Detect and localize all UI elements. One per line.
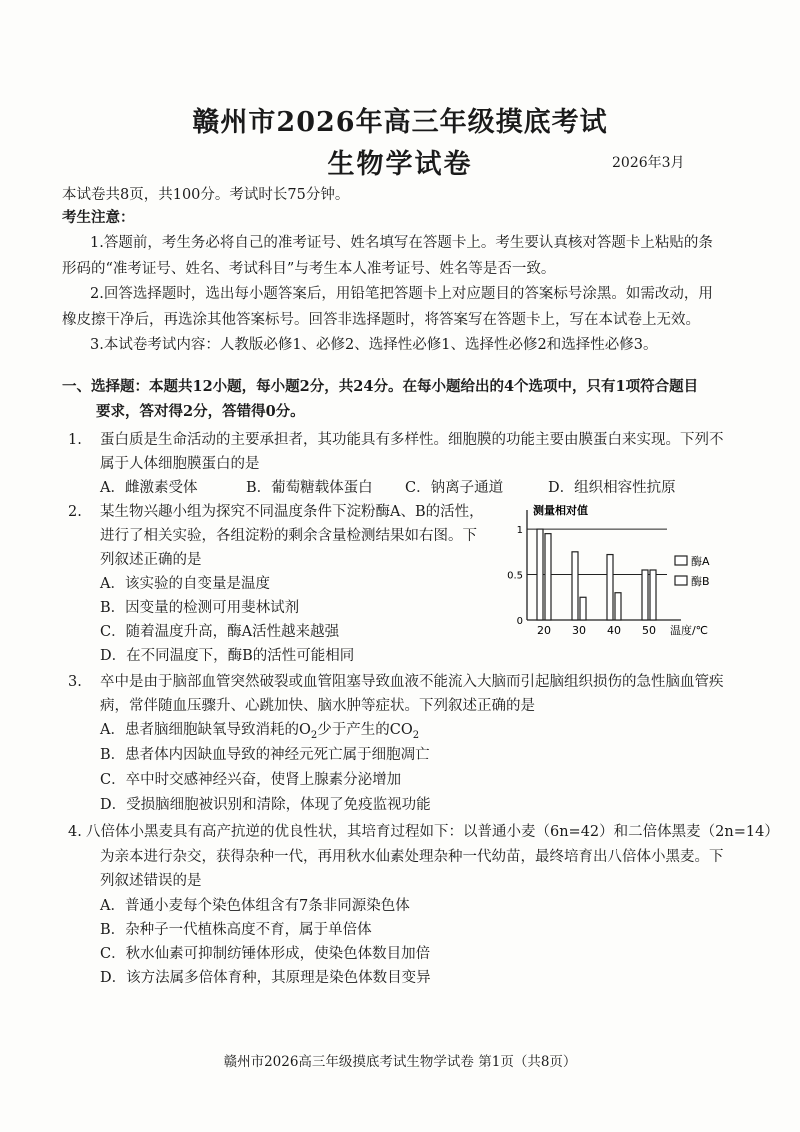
q1-stem-line-1: 蛋白质是生命活动的主要承担者，其功能具有多样性。细胞膜的功能主要由膜蛋白来实现。下列不: [100, 432, 724, 448]
q4-option-a: A．普通小麦每个染色体组含有7条非同源染色体: [100, 898, 410, 914]
q4-option-c: C．秋水仙素可抑制纺锤体形成，使染色体数目加倍: [100, 946, 431, 962]
enzyme-activity-chart: [505, 504, 735, 648]
legend-label: 酶B: [691, 575, 710, 588]
bar-酶B-40: [615, 593, 621, 620]
legend-label: 酶A: [691, 555, 710, 568]
q4-stem-line-1: 八倍体小黑麦具有高产抗逆的优良性状，其培育过程如下：以普通小麦（6n=42）和二倍体黑麦（2n=14）: [86, 824, 779, 840]
q4-option-b: B．杂种子一代植株高度不育，属于单倍体: [100, 922, 372, 938]
exam-date: 2026年3月: [612, 155, 685, 171]
q3-option-a-text-1: A．患者脑细胞缺氧导致消耗的O: [100, 722, 311, 738]
x-axis-label: 温度/℃: [669, 624, 709, 637]
notice-2-line-1: 2.回答选择题时，选出每小题答案后，用铅笔把答题卡上对应题目的答案标号涂黑。如需改动，用: [90, 286, 713, 302]
y-tick-label: 0: [516, 616, 523, 627]
q3-option-c: C．卒中时交感神经兴奋，使肾上腺素分泌增加: [100, 772, 402, 788]
q2-stem-line-2: 进行了相关实验，各组淀粉的剩余含量检测结果如右图。下: [100, 528, 477, 544]
x-tick-label: 50: [642, 624, 656, 637]
q4-number: 4.: [68, 824, 82, 840]
notice-3: 3.本试卷考试内容：人教版必修1、必修2、选择性必修1、选择性必修2和选择性必修3。: [90, 337, 658, 353]
exam-title: 赣州市2026年高三年级摸底考试: [192, 107, 608, 138]
bar-酶B-30: [580, 597, 586, 620]
q1-option-c: C．钠离子通道: [405, 480, 504, 496]
q3-option-a-sub-2: 2: [412, 729, 420, 741]
q3-option-a-sub-1: 2: [310, 729, 318, 741]
y-tick-label: 0.5: [507, 570, 523, 582]
bar-酶A-20: [537, 529, 543, 620]
q2-stem-line-1: 某生物兴趣小组为探究不同温度条件下淀粉酶A、B的活性，: [100, 504, 484, 520]
q4-stem-line-2: 为亲本进行杂交，获得杂种一代，再用秋水仙素处理杂种一代幼苗，最终培育出八倍体小黑麦。下: [100, 849, 724, 865]
q2-option-c: C．随着温度升高，酶A活性越来越强: [100, 624, 340, 640]
bar-酶A-50: [642, 570, 648, 620]
q4-option-d: D．该方法属多倍体育种，其原理是染色体数目变异: [100, 970, 431, 986]
legend-swatch-1: [675, 556, 687, 565]
exam-subtitle: 生物学试卷: [327, 149, 473, 180]
q3-option-b: B．患者体内因缺血导致的神经元死亡属于细胞凋亡: [100, 747, 430, 763]
q3-stem-line-1: 卒中是由于脑部血管突然破裂或血管阻塞导致血液不能流入大脑而引起脑组织损伤的急性脑血管疾: [100, 674, 724, 690]
bar-酶B-50: [650, 570, 656, 620]
q3-option-a-text-2: 少于产生的CO: [317, 722, 413, 738]
notice-1-line-1: 1.答题前，考生务必将自己的准考证号、姓名填写在答题卡上。考生要认真核对答题卡上粘贴的条: [90, 235, 713, 251]
q4-stem-line-3: 列叙述错误的是: [100, 873, 202, 889]
q3-stem-line-2: 病，常伴随血压骤升、心跳加快、脑水肿等症状。下列叙述正确的是: [100, 698, 535, 714]
q1-option-d: D．组织相容性抗原: [548, 480, 676, 496]
bar-酶A-30: [572, 552, 578, 620]
legend-swatch-2: [675, 576, 687, 585]
notice-1-line-2: 形码的“准考证号、姓名、考试科目”与考生本人准考证号、姓名等是否一致。: [62, 261, 556, 277]
q1-number: 1.: [68, 432, 82, 448]
q2-option-a: A．该实验的自变量是温度: [100, 576, 270, 592]
x-tick-label: 30: [572, 624, 586, 637]
q3-option-d: D．受损脑细胞被识别和清除，体现了免疫监视功能: [100, 797, 431, 813]
q1-option-a: A．雌激素受体: [100, 480, 198, 496]
x-tick-label: 40: [607, 624, 621, 637]
bar-酶A-40: [607, 555, 613, 620]
bar-chart-svg: [505, 504, 735, 648]
q1-stem-line-2: 属于人体细胞膜蛋白的是: [100, 456, 260, 472]
section-heading-line-2: 要求，答对得2分，答错得0分。: [96, 403, 305, 420]
q1-option-b: B．葡萄糖载体蛋白: [246, 480, 373, 496]
q2-stem-line-3: 列叙述正确的是: [100, 552, 202, 568]
y-tick-label: 1: [516, 525, 523, 537]
page-footer: 赣州市2026高三年级摸底考试生物学试卷 第1页（共8页）: [223, 1054, 577, 1070]
q3-number: 3.: [68, 674, 82, 690]
q2-option-b: B．因变量的检测可用斐林试剂: [100, 600, 300, 616]
bar-酶B-20: [545, 534, 551, 620]
section-heading-line-1: 一、选择题：本题共12小题，每小题2分，共24分。在每小题给出的4个选项中，只有1项符合题目: [62, 378, 699, 395]
q2-number: 2.: [68, 504, 82, 520]
notice-2-line-2: 橡皮擦干净后，再选涂其他答案标号。回答非选择题时，将答案写在答题卡上，写在本试卷上无效。: [62, 312, 700, 328]
y-axis-label: 测量相对值: [533, 504, 588, 517]
notice-title: 考生注意：: [62, 209, 135, 226]
x-tick-label: 20: [537, 624, 551, 637]
q2-option-d: D．在不同温度下，酶B的活性可能相同: [100, 648, 355, 664]
exam-summary: 本试卷共8页，共100分。考试时长75分钟。: [62, 187, 350, 203]
